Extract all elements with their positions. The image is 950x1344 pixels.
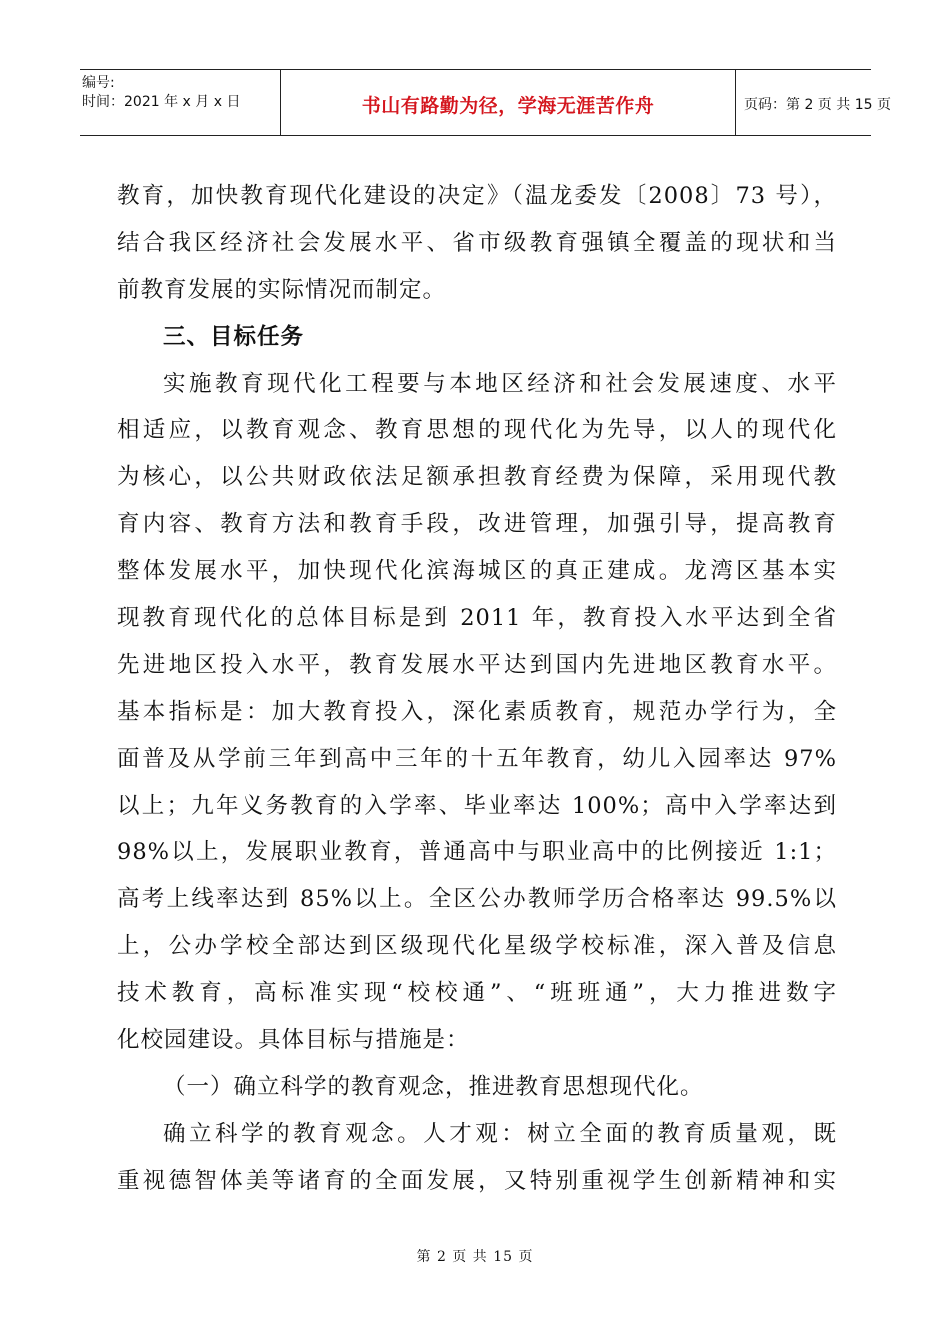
header-motto-cell — [280, 70, 736, 135]
document-number-label: 编号: — [82, 75, 115, 91]
section-heading: 三、目标任务 — [163, 323, 305, 350]
body-line: 为核心，以公共财政依法足额承担教育经费为保障，采用现代教 — [117, 464, 837, 491]
paragraph-first-line: 确立科学的教育观念。人才观：树立全面的教育质量观，既 — [163, 1120, 837, 1147]
body-line: 整体发展水平，加快现代化滨海城区的真正建成。龙湾区基本实 — [117, 558, 837, 585]
body-line: 上，公办学校全部达到区级现代化星级学校标准，深入普及信息 — [117, 933, 837, 960]
document-date: 时间：2021 年 x 月 x 日 — [82, 94, 241, 110]
body-line: 教育，加快教育现代化建设的决定》（温龙委发〔2008〕73 号）， — [117, 183, 837, 209]
body-line: 98%以上，发展职业教育，普通高中与职业高中的比例接近 1:1； — [117, 839, 837, 866]
paragraph-first-line: 实施教育现代化工程要与本地区经济和社会发展速度、水平 — [163, 370, 837, 397]
page-header — [80, 69, 891, 136]
header-page-info: 页码：第 2 页 共 15 页 — [744, 97, 891, 113]
header-motto: 书山有路勤为径，学海无涯苦作舟 — [361, 95, 655, 117]
body-line: 育内容、教育方法和教育手段，改进管理，加强引导，提高教育 — [117, 511, 837, 538]
body-line: 结合我区经济社会发展水平、省市级教育强镇全覆盖的现状和当 — [117, 229, 837, 256]
body-line: 化校园建设。具体目标与措施是： — [117, 1027, 470, 1054]
body-line: 技术教育，高标准实现“校校通”、“班班通”，大力推进数字 — [117, 980, 837, 1007]
header-page-cell — [736, 70, 891, 135]
body-line: 基本指标是：加大教育投入，深化素质教育，规范办学行为，全 — [117, 698, 837, 725]
header-meta — [80, 70, 280, 135]
body-line: 面普及从学前三年到高中三年的十五年教育，幼儿入园率达 97% — [117, 745, 837, 772]
body-line: 现教育现代化的总体目标是到 2011 年，教育投入水平达到全省 — [117, 605, 837, 632]
body-line: 高考上线率达到 85%以上。全区公办教师学历合格率达 99.5%以 — [117, 886, 837, 913]
body-line: 以上；九年义务教育的入学率、毕业率达 100%；高中入学率达到 — [117, 792, 837, 819]
body-line: 前教育发展的实际情况而制定。 — [117, 276, 447, 303]
body-line: 重视德智体美等诸育的全面发展，又特别重视学生创新精神和实 — [117, 1167, 837, 1194]
document-body — [117, 173, 837, 1205]
body-line: 先进地区投入水平，教育发展水平达到国内先进地区教育水平。 — [117, 651, 837, 678]
subsection-heading: （一）确立科学的教育观念，推进教育思想现代化。 — [163, 1073, 704, 1100]
body-line: 相适应，以教育观念、教育思想的现代化为先导，以人的现代化 — [117, 417, 837, 444]
page-footer: 第 2 页 共 15 页 — [416, 1249, 534, 1265]
